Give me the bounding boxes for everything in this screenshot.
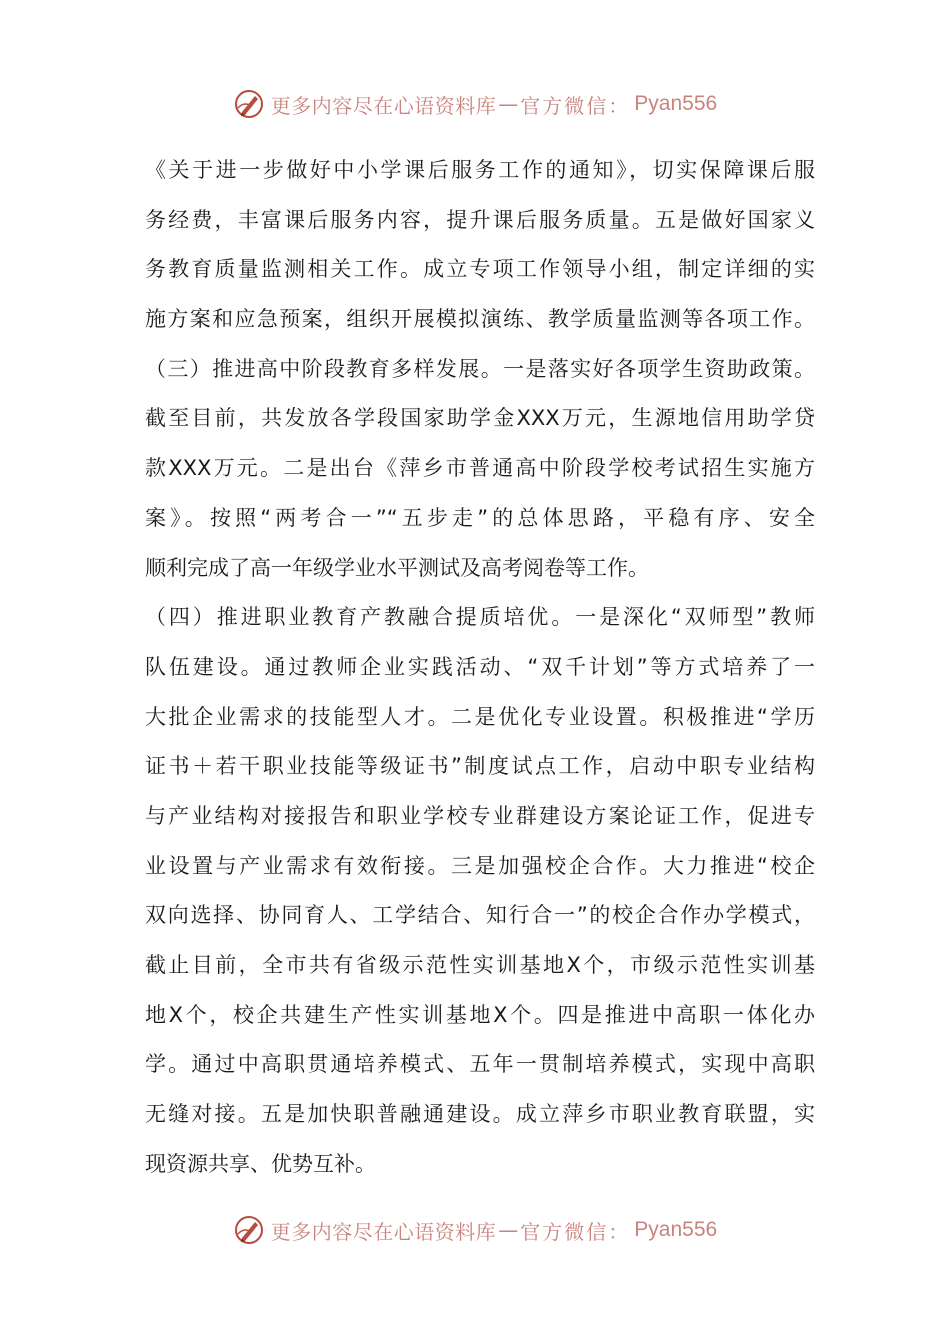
text-line: 无缝对接。五是加快职普融通建设。成立萍乡市职业教育联盟，实 bbox=[145, 1102, 815, 1127]
text-line: 现资源共享、优势互补。 bbox=[145, 1151, 376, 1176]
text-line: （三）推进高中阶段教育多样发展。一是落实好各项学生资助政策。 bbox=[145, 356, 815, 381]
banner-wechat-id: Pyan556 bbox=[634, 92, 718, 115]
text-line: 截至目前，共发放各学段国家助学金XXX万元，生源地信用助学贷 bbox=[145, 406, 815, 431]
text-line: 学。通过中高职贯通培养模式、五年一贯制培养模式，实现中高职 bbox=[145, 1052, 815, 1077]
banner-separator: — bbox=[498, 92, 519, 116]
text-line: 务经费，丰富课后服务内容，提升课后服务质量。五是做好国家义 bbox=[145, 207, 815, 232]
text-line: 款XXX万元。二是出台《萍乡市普通高中阶段学校考试招生实施方 bbox=[145, 456, 815, 481]
banner-slogan: 更多内容尽在心语资料库 bbox=[270, 93, 497, 118]
header-banner bbox=[0, 84, 950, 124]
text-line: 队伍建设。通过教师企业实践活动、“双千计划”等方式培养了一 bbox=[145, 654, 815, 679]
text-line: 务教育质量监测相关工作。成立专项工作领导小组，制定详细的实 bbox=[145, 257, 815, 282]
pen-logo-icon bbox=[233, 1214, 265, 1246]
pen-logo-icon bbox=[233, 88, 265, 120]
banner-wechat-label: 官方微信： bbox=[520, 93, 631, 118]
text-line: 业设置与产业需求有效衔接。三是加强校企合作。大力推进“校企 bbox=[145, 853, 815, 878]
text-line: 大批企业需求的技能型人才。二是优化专业设置。积极推进“学历 bbox=[145, 704, 815, 729]
banner-separator: — bbox=[498, 1218, 519, 1242]
banner-wechat-id: Pyan556 bbox=[634, 1218, 718, 1241]
text-line: 案》。按照“两考合一”“五步走”的总体思路，平稳有序、安全 bbox=[145, 505, 815, 530]
text-line: 双向选择、协同育人、工学结合、知行合一”的校企合作办学模式， bbox=[145, 903, 815, 928]
text-line: 《关于进一步做好中小学课后服务工作的通知》，切实保障课后服 bbox=[145, 158, 815, 182]
text-line: 证书＋若干职业技能等级证书”制度试点工作，启动中职专业结构 bbox=[145, 754, 815, 779]
text-line: 顺利完成了高一年级学业水平测试及高考阅卷等工作。 bbox=[145, 555, 649, 580]
text-line: 截止目前，全市共有省级示范性实训基地X个，市级示范性实训基 bbox=[145, 953, 815, 977]
banner-wechat-label: 官方微信： bbox=[520, 1219, 631, 1244]
banner-slogan: 更多内容尽在心语资料库 bbox=[270, 1219, 497, 1244]
text-line: 与产业结构对接报告和职业学校专业群建设方案论证工作，促进专 bbox=[145, 803, 815, 828]
text-line: 地X个，校企共建生产性实训基地X个。四是推进中高职一体化办 bbox=[145, 1002, 815, 1027]
footer-banner bbox=[0, 1210, 950, 1250]
document-body bbox=[145, 146, 815, 1189]
text-line: （四）推进职业教育产教融合提质培优。一是深化“双师型”教师 bbox=[145, 605, 815, 630]
text-line: 施方案和应急预案，组织开展模拟演练、教学质量监测等各项工作。 bbox=[145, 307, 815, 332]
